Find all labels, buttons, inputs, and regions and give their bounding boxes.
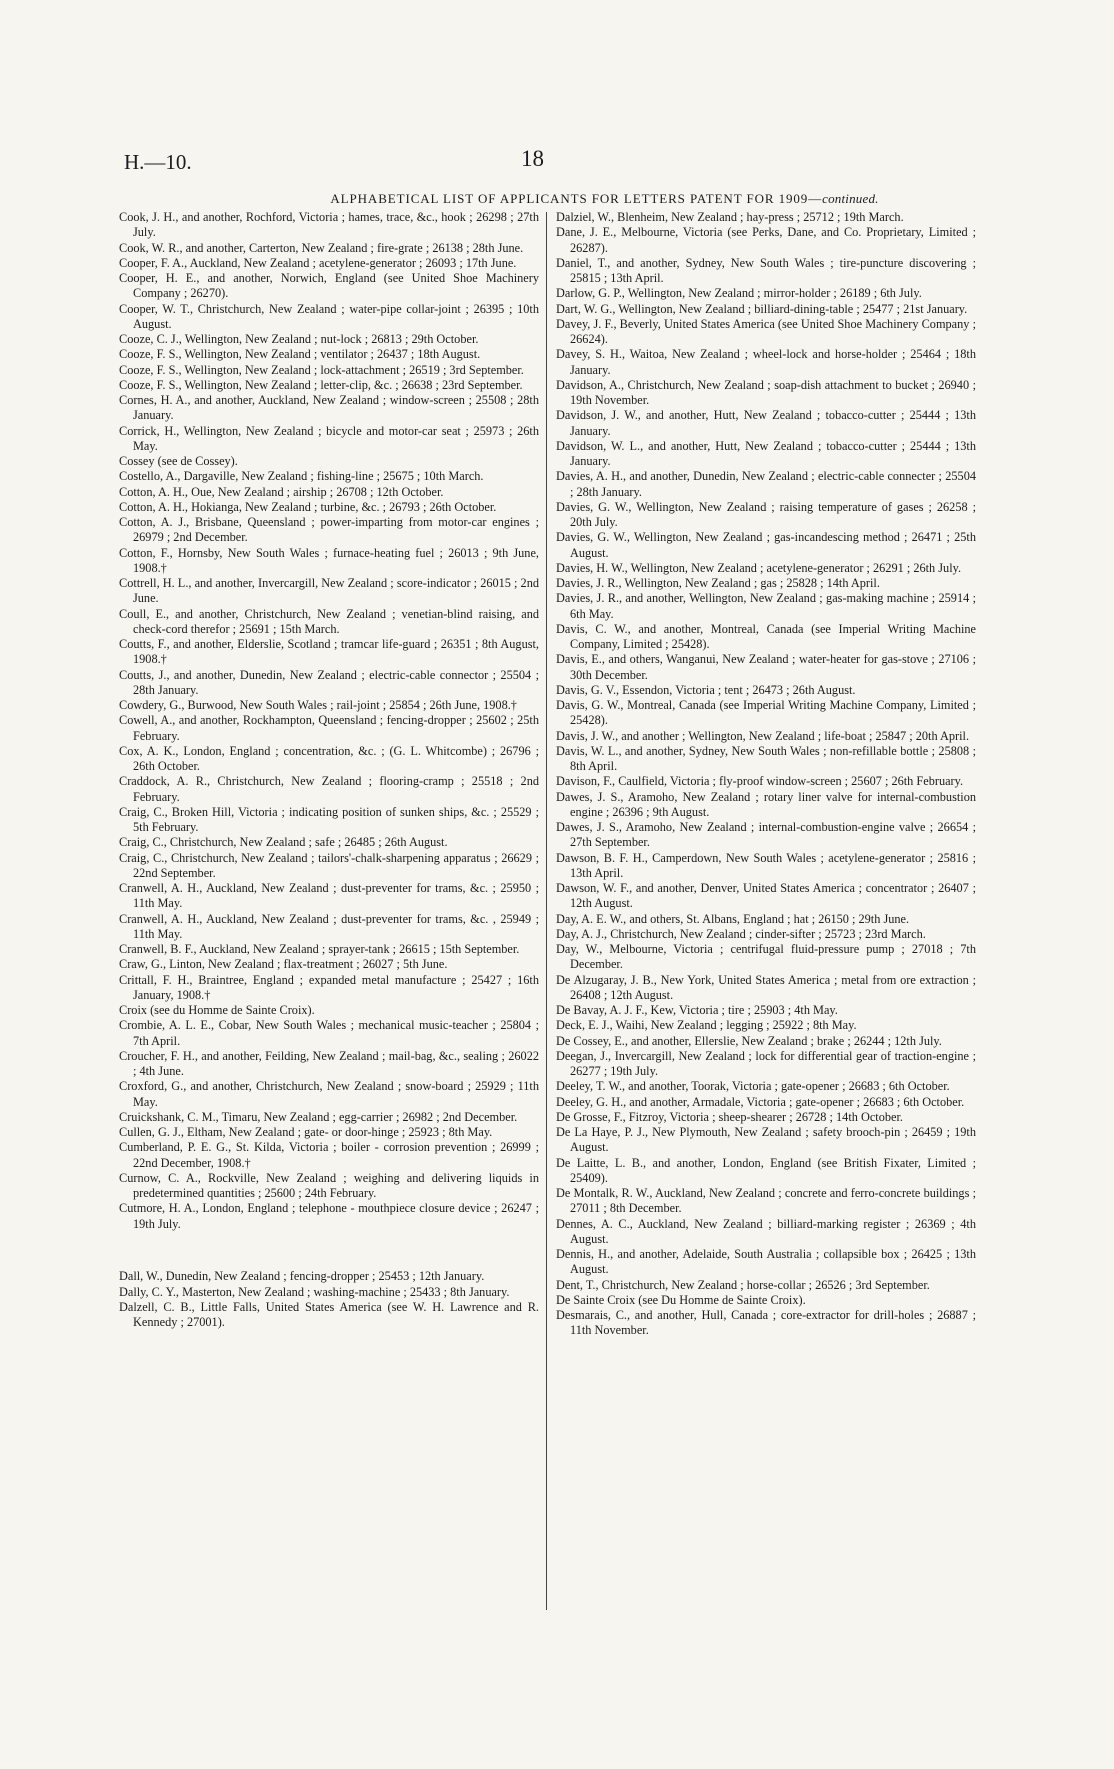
applicant-entry: Craw, G., Linton, New Zealand ; flax-treatment ; 26027 ; 5th June. <box>119 957 448 972</box>
applicant-entry: Davis, G. W., Montreal, Canada (see Imperial Writing Machine Company, Limited ; 25428). <box>556 698 976 728</box>
applicant-entry: De Laitte, L. B., and another, London, England (see British Fixater, Limited ; 25409). <box>556 1155 976 1185</box>
page-number: 18 <box>521 146 544 171</box>
applicant-entry: Day, A. J., Christchurch, New Zealand ; cinder-sifter ; 25723 ; 23rd March. <box>556 926 926 941</box>
applicant-entry: Day, W., Melbourne, Victoria ; centrifugal fluid-pressure pump ; 27018 ; 7th December. <box>556 942 976 972</box>
applicant-entry: Davies, G. W., Wellington, New Zealand ; gas-incandescing method ; 26471 ; 25th August. <box>556 530 976 560</box>
applicant-entry: Coull, E., and another, Christchurch, New Zealand ; venetian-blind raising, and check-cord therefor ; 25691 ; 15th March. <box>119 606 539 636</box>
applicant-entry: Cornes, H. A., and another, Auckland, New Zealand ; window-screen ; 25508 ; 28th January. <box>119 393 539 423</box>
applicant-entry: Craig, C., Broken Hill, Victoria ; indicating position of sunken ships, &c. ; 25529 ; 5th February. <box>119 804 539 834</box>
applicant-entry: Croxford, G., and another, Christchurch, New Zealand ; snow-board ; 25929 ; 11th May. <box>119 1079 539 1109</box>
applicant-entry: Dawes, J. S., Aramoho, New Zealand ; internal-combustion-engine valve ; 26654 ; 27th September. <box>556 820 976 850</box>
applicant-entry: Cooze, F. S., Wellington, New Zealand ; lock-attachment ; 26519 ; 3rd September. <box>119 362 524 377</box>
applicant-entry: Cossey (see de Cossey). <box>119 454 238 468</box>
applicant-entry: Day, A. E. W., and others, St. Albans, England ; hat ; 26150 ; 29th June. <box>556 911 910 926</box>
applicant-entry: Crombie, A. L. E., Cobar, New South Wales ; mechanical music-teacher ; 25804 ; 7th April. <box>119 1018 539 1048</box>
applicant-entry: Deegan, J., Invercargill, New Zealand ; lock for differential gear of traction-engine ; 26277 ; 19th July. <box>556 1048 976 1078</box>
applicant-entry: Cotton, A. H., Hokianga, New Zealand ; turbine, &c. ; 26793 ; 26th October. <box>119 499 497 514</box>
applicant-entry: Costello, A., Dargaville, New Zealand ; fishing-line ; 25675 ; 10th March. <box>119 469 484 484</box>
applicant-entry: Davis, C. W., and another, Montreal, Canada (see Imperial Writing Machine Company, Limited ; 25428). <box>556 621 976 651</box>
applicant-entry: Cook, W. R., and another, Carterton, New Zealand ; fire-grate ; 26138 ; 28th June. <box>119 240 524 255</box>
applicant-entry: Cooze, F. S., Wellington, New Zealand ; letter-clip, &c. ; 26638 ; 23rd September. <box>119 377 523 392</box>
applicant-entry: Davis, E., and others, Wanganui, New Zealand ; water-heater for gas-stove ; 27106 ; 30th December. <box>556 652 976 682</box>
applicant-entry: Cullen, G. J., Eltham, New Zealand ; gate- or door-hinge ; 25923 ; 8th May. <box>119 1125 493 1139</box>
page-code: H.—10. <box>124 150 192 174</box>
applicant-entry: Coutts, J., and another, Dunedin, New Zealand ; electric-cable connector ; 25504 ; 28th January. <box>119 667 539 697</box>
list-title <box>0 191 1114 207</box>
applicant-entry: Desmarais, C., and another, Hull, Canada ; core-extractor for drill-holes ; 26887 ; 11th November. <box>556 1308 976 1338</box>
applicant-entry: Cooze, C. J., Wellington, New Zealand ; nut-lock ; 26813 ; 29th October. <box>119 332 479 346</box>
applicant-entry: Dent, T., Christchurch, New Zealand ; horse-collar ; 26526 ; 3rd September. <box>556 1277 930 1292</box>
applicant-entry: Cooper, W. T., Christchurch, New Zealand ; water-pipe collar-joint ; 26395 ; 10th August. <box>119 301 539 331</box>
applicant-entry: De Cossey, E., and another, Ellerslie, New Zealand ; brake ; 26244 ; 12th July. <box>556 1033 942 1048</box>
applicant-entry: De Grosse, F., Fitzroy, Victoria ; sheep-shearer ; 26728 ; 14th October. <box>556 1109 903 1124</box>
applicant-entry: Deeley, G. H., and another, Armadale, Victoria ; gate-opener ; 26683 ; 6th October. <box>556 1094 965 1109</box>
left-column <box>119 210 539 1330</box>
applicant-entry: Dall, W., Dunedin, New Zealand ; fencing-dropper ; 25453 ; 12th January. <box>119 1269 485 1284</box>
applicant-entry: Cooper, F. A., Auckland, New Zealand ; acetylene-generator ; 26093 ; 17th June. <box>119 255 517 270</box>
applicant-entry: Craig, C., Christchurch, New Zealand ; tailors'-chalk-sharpening apparatus ; 26629 ; 22nd September. <box>119 850 539 880</box>
applicant-entry: Dally, C. Y., Masterton, New Zealand ; washing-machine ; 25433 ; 8th January. <box>119 1284 510 1299</box>
applicant-entry: Croucher, F. H., and another, Feilding, New Zealand ; mail-bag, &c., sealing ; 26022 ; 4th June. <box>119 1048 539 1078</box>
applicant-entry: Davis, W. L., and another, Sydney, New South Wales ; non-refillable bottle ; 25808 ; 8th April. <box>556 743 976 773</box>
applicant-entry: Croix (see du Homme de Sainte Croix). <box>119 1003 315 1017</box>
applicant-entry: Cruickshank, C. M., Timaru, New Zealand ; egg-carrier ; 26982 ; 2nd December. <box>119 1109 518 1124</box>
applicant-entry: Curnow, C. A., Rockville, New Zealand ; weighing and delivering liquids in predetermined quantities ; 25600 ; 24th February. <box>119 1170 539 1200</box>
applicant-entry: De Sainte Croix (see Du Homme de Sainte Croix). <box>556 1292 806 1307</box>
applicant-entry: Dawes, J. S., Aramoho, New Zealand ; rotary liner valve for internal-combustion engine ; 26396 ; 9th August. <box>556 789 976 819</box>
applicant-entry: Deck, E. J., Waihi, New Zealand ; legging ; 25922 ; 8th May. <box>556 1018 857 1033</box>
applicant-entry: Daniel, T., and another, Sydney, New South Wales ; tire-puncture discovering ; 25815 ; 13th April. <box>556 255 976 285</box>
applicant-entry: Dennes, A. C., Auckland, New Zealand ; billiard-marking register ; 26369 ; 4th August. <box>556 1216 976 1246</box>
applicant-entry: Cowell, A., and another, Rockhampton, Queensland ; fencing-dropper ; 25602 ; 25th February. <box>119 713 539 743</box>
right-column <box>556 210 976 1339</box>
applicant-entry: Dawson, B. F. H., Camperdown, New South Wales ; acetylene-generator ; 25816 ; 13th April. <box>556 850 976 880</box>
applicant-entry: Dalziel, W., Blenheim, New Zealand ; hay-press ; 25712 ; 19th March. <box>556 210 904 224</box>
applicant-entry: Cooze, F. S., Wellington, New Zealand ; ventilator ; 26437 ; 18th August. <box>119 347 481 362</box>
applicant-entry: Cooper, H. E., and another, Norwich, England (see United Shoe Machinery Company ; 26270). <box>119 271 539 301</box>
applicant-entry: De Alzugaray, J. B., New York, United States America ; metal from ore extraction ; 26408 ; 12th August. <box>556 972 976 1002</box>
applicant-entry: Cotton, F., Hornsby, New South Wales ; furnace-heating fuel ; 26013 ; 9th June, 1908.† <box>119 545 539 575</box>
applicant-entry: Davidson, A., Christchurch, New Zealand ; soap-dish attachment to bucket ; 26940 ; 19th November. <box>556 377 976 407</box>
applicant-entry: Davies, H. W., Wellington, New Zealand ; acetylene-generator ; 26291 ; 26th July. <box>556 560 962 575</box>
applicant-entry: Cottrell, H. L., and another, Invercargill, New Zealand ; score-indicator ; 26015 ; 2nd June. <box>119 576 539 606</box>
applicant-entry: Darlow, G. P., Wellington, New Zealand ; mirror-holder ; 26189 ; 6th July. <box>556 286 922 301</box>
list-title-main: ALPHABETICAL LIST OF APPLICANTS FOR LETTERS PATENT FOR 1909— <box>330 191 823 206</box>
section-gap <box>119 1244 539 1257</box>
applicant-entry: Craddock, A. R., Christchurch, New Zealand ; flooring-cramp ; 25518 ; 2nd February. <box>119 774 539 804</box>
applicant-entry: Cotton, A. H., Oue, New Zealand ; airship ; 26708 ; 12th October. <box>119 484 444 499</box>
applicant-entry: Davis, J. W., and another ; Wellington, New Zealand ; life-boat ; 25847 ; 20th April. <box>556 728 970 743</box>
applicant-entry: Dart, W. G., Wellington, New Zealand ; billiard-dining-table ; 25477 ; 21st January. <box>556 301 968 316</box>
applicant-entry: Cotton, A. J., Brisbane, Queensland ; power-imparting from motor-car engines ; 26979 ; 2nd December. <box>119 515 539 545</box>
applicant-entry: De La Haye, P. J., New Plymouth, New Zealand ; safety brooch-pin ; 26459 ; 19th August. <box>556 1125 976 1155</box>
applicant-entry: Deeley, T. W., and another, Toorak, Victoria ; gate-opener ; 26683 ; 6th October. <box>556 1079 950 1094</box>
applicant-entry: Dane, J. E., Melbourne, Victoria (see Perks, Dane, and Co. Proprietary, Limited ; 26287). <box>556 225 976 255</box>
applicant-entry: Davey, S. H., Waitoa, New Zealand ; wheel-lock and horse-holder ; 25464 ; 18th January. <box>556 347 976 377</box>
applicant-entry: Davis, G. V., Essendon, Victoria ; tent ; 26473 ; 26th August. <box>556 682 856 697</box>
applicant-entry: Davidson, J. W., and another, Hutt, New Zealand ; tobacco-cutter ; 25444 ; 13th January. <box>556 408 976 438</box>
applicant-entry: De Bavay, A. J. F., Kew, Victoria ; tire ; 25903 ; 4th May. <box>556 1003 838 1017</box>
applicant-entry: Coutts, F., and another, Elderslie, Scotland ; tramcar life-guard ; 26351 ; 8th August, 1908.† <box>119 637 539 667</box>
applicant-entry: Dennis, H., and another, Adelaide, South Australia ; collapsible box ; 26425 ; 13th August. <box>556 1247 976 1277</box>
applicant-entry: Cox, A. K., London, England ; concentration, &c. ; (G. L. Whitcombe) ; 26796 ; 26th October. <box>119 743 539 773</box>
applicant-entry: Davies, J. R., and another, Wellington, New Zealand ; gas-making machine ; 25914 ; 6th May. <box>556 591 976 621</box>
applicant-entry: Cook, J. H., and another, Rochford, Victoria ; hames, trace, &c., hook ; 26298 ; 27th July. <box>119 210 539 240</box>
applicant-entry: Cowdery, G., Burwood, New South Wales ; rail-joint ; 25854 ; 26th June, 1908.† <box>119 698 517 712</box>
applicant-entry: Cutmore, H. A., London, England ; telephone - mouthpiece closure device ; 26247 ; 19th July. <box>119 1201 539 1231</box>
applicant-entry: Davies, A. H., and another, Dunedin, New Zealand ; electric-cable connecter ; 25504 ; 28th January. <box>556 469 976 499</box>
applicant-entry: Davey, J. F., Beverly, United States America (see United Shoe Machinery Company ; 26624). <box>556 316 976 346</box>
applicant-entry: Corrick, H., Wellington, New Zealand ; bicycle and motor-car seat ; 25973 ; 26th May. <box>119 423 539 453</box>
applicant-entry: Cranwell, A. H., Auckland, New Zealand ; dust-preventer for trams, &c. ; 25950 ; 11th May. <box>119 881 539 911</box>
column-divider <box>546 212 547 1610</box>
applicant-entry: Dawson, W. F., and another, Denver, United States America ; concentrator ; 26407 ; 12th August. <box>556 881 976 911</box>
applicant-entry: Dalzell, C. B., Little Falls, United States America (see W. H. Lawrence and R. Kennedy ; 27001). <box>119 1299 539 1330</box>
applicant-entry: Craig, C., Christchurch, New Zealand ; safe ; 26485 ; 26th August. <box>119 835 448 850</box>
applicant-entry: Davies, G. W., Wellington, New Zealand ; raising temperature of gases ; 26258 ; 20th July. <box>556 499 976 529</box>
applicant-entry: Davidson, W. L., and another, Hutt, New Zealand ; tobacco-cutter ; 25444 ; 13th January. <box>556 438 976 468</box>
applicant-entry: De Montalk, R. W., Auckland, New Zealand ; concrete and ferro-concrete buildings ; 27011 ; 8th December. <box>556 1186 976 1216</box>
applicant-entry: Cranwell, A. H., Auckland, New Zealand ; dust-preventer for trams, &c. , 25949 ; 11th May. <box>119 911 539 941</box>
applicant-entry: Davies, J. R., Wellington, New Zealand ; gas ; 25828 ; 14th April. <box>556 576 880 590</box>
applicant-entry: Crittall, F. H., Braintree, England ; expanded metal manufacture ; 25427 ; 16th January, 1908.† <box>119 972 539 1002</box>
applicant-entry: Davison, F., Caulfield, Victoria ; fly-proof window-screen ; 25607 ; 26th February. <box>556 774 964 789</box>
list-title-continued: continued. <box>822 191 879 206</box>
applicant-entry: Cumberland, P. E. G., St. Kilda, Victoria ; boiler - corrosion prevention ; 26999 ; 22nd December, 1908.† <box>119 1140 539 1170</box>
applicant-entry: Cranwell, B. F., Auckland, New Zealand ; sprayer-tank ; 26615 ; 15th September. <box>119 942 520 956</box>
